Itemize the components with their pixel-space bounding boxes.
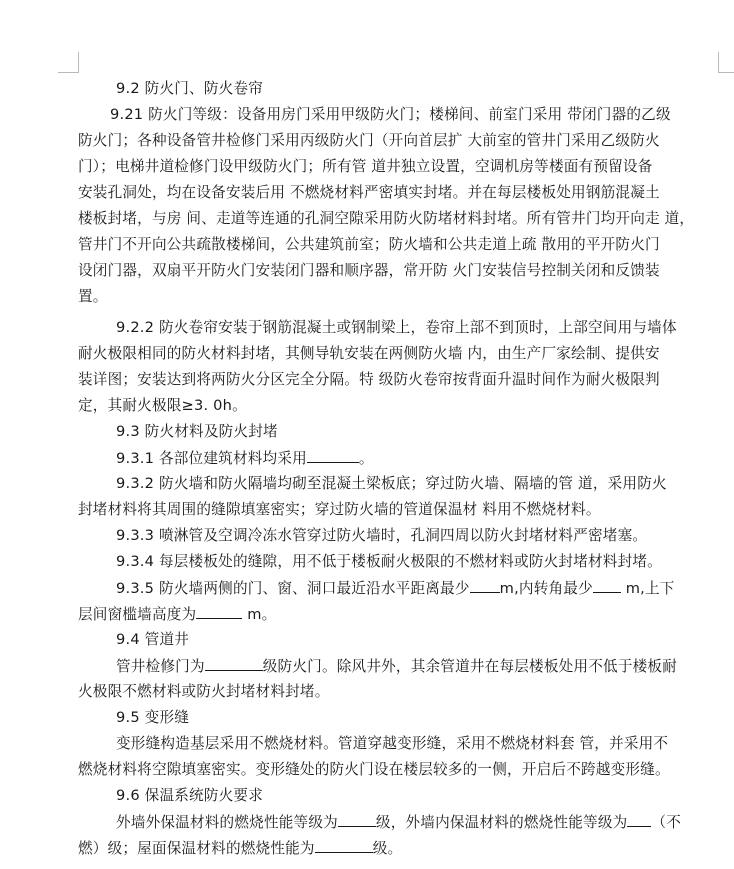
text-line [78,575,718,601]
line-text: 9.3.4 每层楼板处的缝隙，用不低于楼板耐火极限的不燃材料或防火封堵材料封堵。 [116,553,662,570]
text-line [78,471,718,497]
line-text: 层间窗槛墙高度为 [78,606,197,623]
fill-in-blank [307,445,359,463]
line-text: 门）；电梯井道检修门设甲级防火门；所有管 道井独立设置，空调机房等楼面有预留设备 [78,158,653,175]
line-text: 9.3.2 防火墙和防火隔墙均砌至混凝土梁板底；穿过防火墙、隔墙的管 道，采用防火 [116,475,667,492]
line-text: 防火门；各种设备管井检修门采用丙级防火门（开向首层扩 大前室的管井门采用乙级防火 [78,132,660,149]
text-line [78,128,718,154]
text-line [78,393,718,419]
line-text: 管井检修门为 [116,658,205,675]
text-line [78,419,718,445]
line-text: 9.3 防火材料及防火封堵 [116,423,278,440]
line-text: 燃）级；屋面保温材料的燃烧性能为 [78,840,315,857]
text-line [78,627,718,653]
line-text: 外墙外保温材料的燃烧性能等级为 [116,814,338,831]
text-line [78,76,718,102]
text-line [78,206,718,232]
document-body [78,76,718,861]
fill-in-blank [593,575,621,593]
fill-in-blank [470,575,500,593]
text-line [78,154,718,180]
text-line [78,284,718,310]
fill-in-blank [338,809,376,827]
line-text: 置。 [78,288,108,305]
text-line [78,523,718,549]
line-text-after-blank: 级。 [372,840,403,857]
line-text-after-blank: （不 [651,814,682,831]
fill-in-blank [196,601,242,619]
text-line [78,315,718,341]
line-text-after-blank: m,内转角最少 [499,580,593,597]
text-line [78,835,718,861]
text-line [78,549,718,575]
line-text: 9.2.2 防火卷帘安装于钢筋混凝土或钢制梁上，卷帘上部不到顶时，上部空间用与墙体 [116,319,677,336]
line-text-after-blank: m。 [242,606,277,623]
line-text: 设闭门器，双扇平开防火门安装闭门器和顺序器，常开防 火门安装信号控制关闭和反馈装 [78,262,660,279]
text-line [78,601,718,627]
fill-in-blank [205,653,263,671]
line-text-after-blank: 级防火门。除风井外，其余管道井在每层楼板处用不低于楼板耐 [262,658,677,675]
line-text: 火极限不燃材料或防火封堵材料封堵。 [78,683,330,700]
line-text: 9.21 防火门等级：设备用房门采用甲级防火门；楼梯间、前室门采用 带闭门器的乙级 [110,106,671,123]
line-text: 变形缝构造基层采用不燃烧材料。管道穿越变形缝，采用不燃烧材料套 管，并采用不 [116,735,669,752]
line-text: 9.2 防火门、防火卷帘 [116,80,263,97]
line-text-after-blank: 。 [358,450,374,467]
line-text: 定，其耐火极限≥3. 0h。 [78,397,247,414]
line-text-after-blank: 级，外墙内保温材料的燃烧性能等级为 [375,814,628,831]
line-text: 耐火极限相同的防火材料封堵，其侧导轨安装在两侧防火墙 内，由生产厂家绘制、提供安 [78,345,660,362]
crop-mark-top-right [718,52,734,73]
line-text: 装详图；安装达到将两防火分区完全分隔。特 级防火卷帘按背面升温时间作为耐火极限判 [78,371,660,388]
text-line [78,232,718,258]
text-line [78,497,718,523]
line-text: 9.3.5 防火墙两侧的门、窗、洞口最近沿水平距离最少 [116,580,470,597]
fill-in-blank [627,809,651,827]
fill-in-blank [315,835,373,853]
text-line [78,258,718,284]
text-line [78,180,718,206]
line-text: 9.6 保温系统防火要求 [116,787,263,804]
text-line [78,653,718,679]
line-text: 封堵材料将其周围的缝隙填塞密实；穿过防火墙的管道保温材 料用不燃烧材料。 [78,501,601,518]
text-line [78,809,718,835]
text-line [78,679,718,705]
text-line [78,757,718,783]
crop-mark-top-left [58,52,79,73]
text-line [78,445,718,471]
line-text: 楼板封堵，与房 间、走道等连通的孔洞空隙采用防火防堵材料封堵。所有管井门均开向走 道， [78,210,695,227]
text-line [78,102,718,128]
text-line [78,783,718,809]
line-text: 燃烧材料将空隙填塞密实。变形缝处的防火门设在楼层较多的一侧，开启后不跨越变形缝。 [78,761,670,778]
text-line [78,705,718,731]
line-text: 9.5 变形缝 [116,709,190,726]
line-text: 9.3.1 各部位建筑材料均采用 [116,450,307,467]
line-text: 管井门不开向公共疏散楼梯间，公共建筑前室；防火墙和公共走道上疏 散用的平开防火门 [78,236,660,253]
text-line [78,731,718,757]
line-text: 安装孔洞处，均在设备安装后用 不燃烧材料严密填实封堵。并在每层楼板处用钢筋混凝土 [78,184,660,201]
text-line [78,341,718,367]
text-line [78,367,718,393]
line-text: 9.3.3 喷淋管及空调冷冻水管穿过防火墙时，孔洞四周以防火封堵材料严密堵塞。 [116,527,648,544]
line-text: 9.4 管道井 [116,631,190,648]
line-text-after-blank: m,上下 [620,580,675,597]
